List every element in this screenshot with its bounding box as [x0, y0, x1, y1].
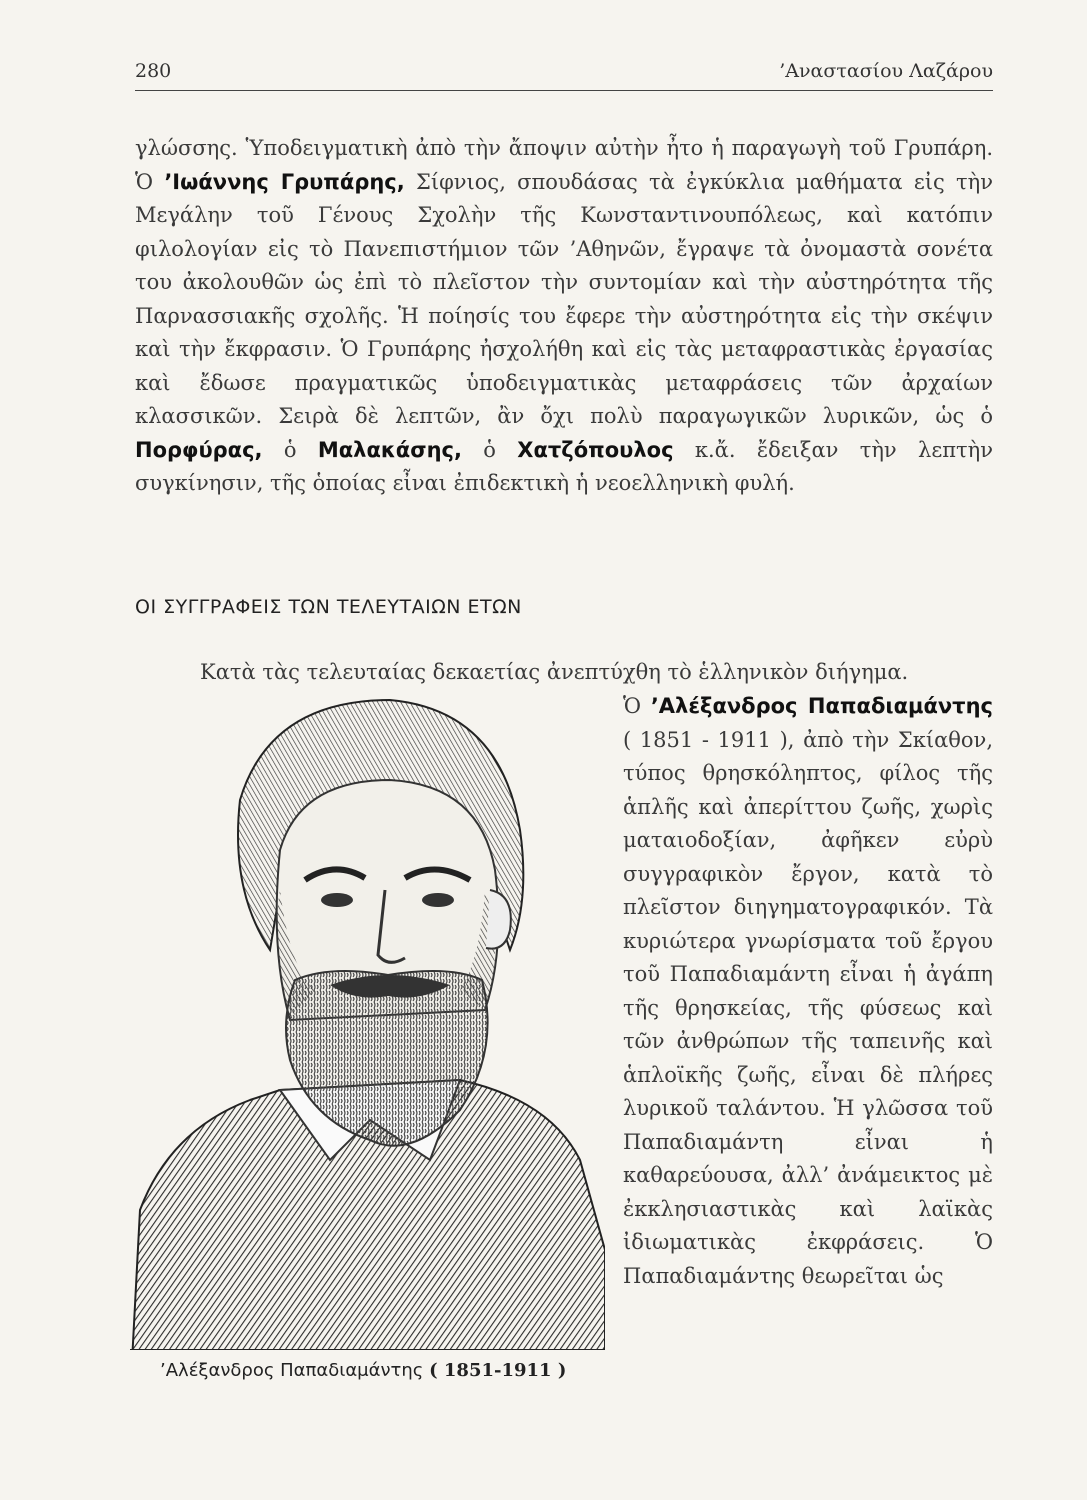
text-run: ( 1851 - 1911 ), ἀπὸ τὴν Σκίαθον, τύπος θρησκόληπτος, φίλος τῆς ἁπλῆς καὶ ἀπερίττου ζωῆς, χωρὶς ματαιοδοξίαν, ἀφῆκεν εὐρὺ συγγραφικὸν ἔργον, κατὰ τὸ πλεῖστον διηγηματογραφικόν. Τὰ κυριώτερα γνωρίσματα τοῦ ἔργου τοῦ Παπαδιαμάντη εἶναι ἡ ἀγάπη τῆς θρησκείας, τῆς φύσεως καὶ τῶν ἀνθρώπων τῆς ταπεινῆς καὶ ἁπλοϊκῆς ζωῆς, εἶναι δὲ πλήρες λυρικοῦ ταλάντου. Ἡ γλῶσσα τοῦ Παπαδιαμάντη εἶναι ἡ καθαρεύουσα, ἀλλ’ ἀνάμεικτος μὲ ἐκκλησιαστικὰς καὶ λαϊκὰς ἰδιωματικὰς ἐκφράσεις. Ὁ Παπαδιαμάντης θεωρεῖται ὡς	[623, 727, 993, 1288]
intro-line: Κατὰ τὰς τελευταίας δεκαετίας ἀνεπτύχθη τὸ ἑλληνικὸν διήγημα.	[200, 660, 909, 684]
paragraph-papadiamantis	[623, 690, 993, 1293]
text-run: γλώσσης. Ὑποδειγματικὴ ἀπὸ τὴν ἄποψιν αὐτὴν ἦτο ἡ παραγωγὴ τοῦ Γρυπάρη. Ὁ	[135, 136, 993, 194]
caption-dates: ( 1851-1911 )	[429, 1360, 567, 1381]
name-grypariss: ’Ιωάννης Γρυπάρης,	[164, 169, 405, 194]
text-run: Σίφνιος, σπουδάσας τὰ ἐγκύκλια μαθήματα εἰς τὴν Μεγάλην τοῦ Γένους Σχολὴν τῆς Κωνσταντινουπόλεως, καὶ κατόπιν φιλολογίαν εἰς τὸ Πανεπιστήμιον τῶν ’Αθηνῶν, ἔγραψε τὰ ὀνομαστὰ σονέτα του ἀκολουθῶν ὡς ἐπὶ τὸ πλεῖστον τὴν συντομίαν καὶ τὴν αὐστηρότητα τῆς Παρνασσιακῆς σχολῆς. Ἡ ποίησίς του ἔφερε τὴν αὐστηρότητα εἰς τὴν σκέψιν καὶ τὴν ἔκφρασιν. Ὁ Γρυπάρης ἠσχολήθη καὶ εἰς τὰς μεταφραστικὰς ἐργασίας καὶ ἔδωσε πραγματικῶς ὑποδειγματικὰς μεταφράσεις τῶν ἀρχαίων κλασσικῶν. Σειρὰ δὲ λεπτῶν, ἂν ὄχι πολὺ παραγωγικῶν λυρικῶν, ὡς ὁ	[135, 169, 993, 428]
paragraph-grypariss	[135, 132, 993, 501]
text-run: ὁ	[461, 437, 518, 462]
portrait-caption	[160, 1360, 566, 1381]
caption-name: ’Αλέξανδρος Παπαδιαμάντης	[160, 1360, 424, 1381]
text-run: κ.ἄ. ἔδειξαν τὴν λεπτὴν συγκίνησιν, τῆς ὁποίας εἶναι ἐπιδεκτικὴ ἡ νεοελληνικὴ φυλή.	[135, 437, 993, 495]
portrait-papadiamantis	[130, 690, 605, 1350]
name-chatzopoulos: Χατζόπουλος	[517, 437, 674, 462]
name-malakasis: Μαλακάσης,	[317, 437, 462, 462]
name-porfyras: Πορφύρας,	[135, 437, 263, 462]
page-number: 280	[135, 60, 172, 82]
text-run: ὁ	[262, 437, 318, 462]
name-papadiamantis: ’Αλέξανδρος Παπαδιαμάντης	[650, 694, 993, 718]
text-run: Ὁ	[623, 694, 651, 718]
page-header	[135, 58, 993, 91]
running-head: ’Αναστασίου Λαζάρου	[779, 60, 993, 82]
section-title: ΟΙ ΣΥΓΓΡΑΦΕΙΣ ΤΩΝ ΤΕΛΕΥΤΑΙΩΝ ΕΤΩΝ	[135, 596, 522, 618]
